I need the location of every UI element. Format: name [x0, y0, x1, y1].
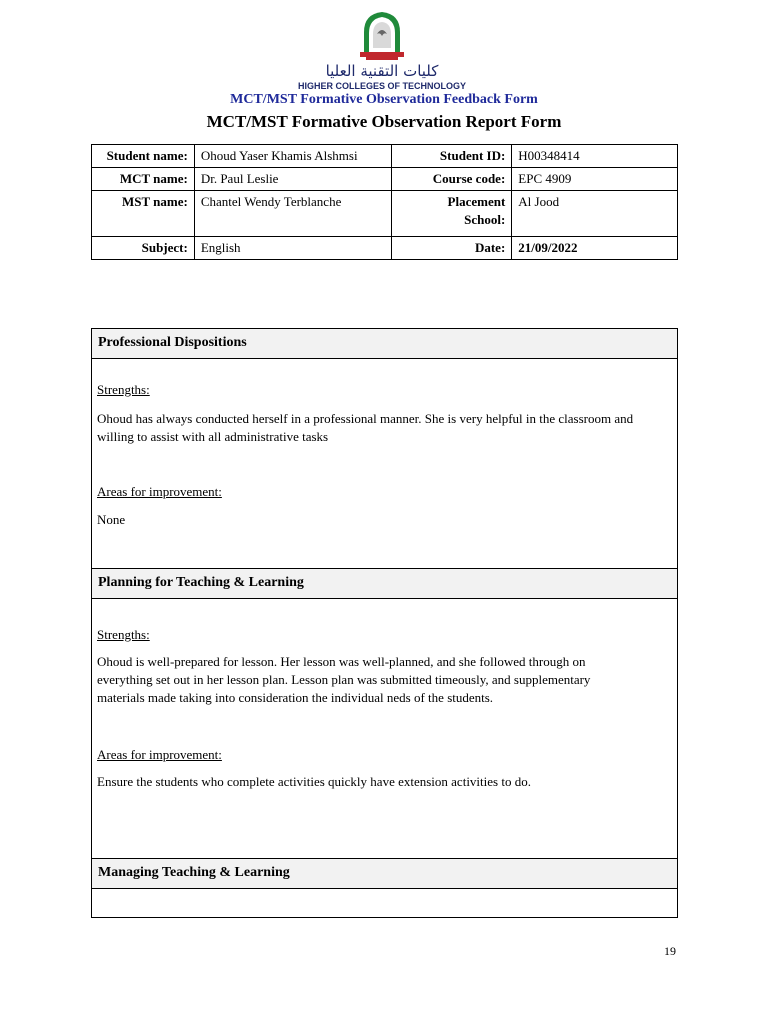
- date-label: Date:: [392, 237, 512, 260]
- section-heading-text: Planning for Teaching & Learning: [98, 575, 304, 590]
- hct-logo: [292, 10, 472, 92]
- page-number: 19: [664, 944, 676, 958]
- strengths-label: Strengths:: [97, 382, 150, 397]
- student-name-label: Student name:: [92, 145, 195, 168]
- course-code-value: EPC 4909: [512, 168, 678, 191]
- subject-value: English: [194, 237, 392, 260]
- student-name-value: Ohoud Yaser Khamis Alshmsi: [194, 145, 392, 168]
- section-heading-text: Managing Teaching & Learning: [98, 865, 290, 880]
- section-heading-professional-dispositions: [91, 328, 678, 359]
- student-id-label: Student ID:: [392, 145, 512, 168]
- logo-arabic-text: كليات التقنية العليا: [325, 62, 439, 80]
- placement-school-value: Al Jood: [512, 191, 678, 237]
- table-row: [92, 145, 678, 168]
- improvement-label: Areas for improvement:: [97, 747, 222, 762]
- improvement-text: Ensure the students who complete activities quickly have extension activities to do.: [97, 774, 531, 789]
- logo-english-text: HIGHER COLLEGES OF TECHNOLOGY: [297, 81, 466, 91]
- strengths-label: Strengths:: [97, 627, 150, 642]
- strengths-text: Ohoud is well-prepared for lesson. Her lesson was well-planned, and she followed through on everything set out in her lesson plan. Lesson plan was submitted timeously, and supplementary materials made taking into consideration the individual neds of the students.: [97, 654, 591, 705]
- student-info-table: [91, 144, 678, 260]
- section-body-managing: [91, 888, 678, 918]
- table-row: [92, 168, 678, 191]
- placement-school-label: Placement School:: [392, 191, 512, 237]
- subject-label: Subject:: [92, 237, 195, 260]
- course-code-label: Course code:: [392, 168, 512, 191]
- date-value: 21/09/2022: [512, 237, 678, 260]
- mst-name-value: Chantel Wendy Terblanche: [194, 191, 392, 237]
- mst-name-label: MST name:: [92, 191, 195, 237]
- student-id-value: H00348414: [512, 145, 678, 168]
- mct-name-label: MCT name:: [92, 168, 195, 191]
- table-row: [92, 191, 678, 237]
- table-row: [92, 237, 678, 260]
- form-subtitle: MCT/MST Formative Observation Feedback Form: [230, 92, 538, 107]
- form-title: MCT/MST Formative Observation Report Form: [206, 112, 562, 131]
- strengths-text: Ohoud has always conducted herself in a professional manner. She is very helpful in the classroom and willing to assist with all administrative tasks: [97, 411, 634, 444]
- hct-emblem-icon: [356, 10, 408, 62]
- improvement-text: None: [97, 512, 126, 527]
- section-heading-planning: [91, 568, 678, 599]
- section-heading-text: Professional Dispositions: [98, 335, 247, 350]
- improvement-label: Areas for improvement:: [97, 484, 222, 499]
- section-heading-managing: [91, 858, 678, 889]
- mct-name-value: Dr. Paul Leslie: [194, 168, 392, 191]
